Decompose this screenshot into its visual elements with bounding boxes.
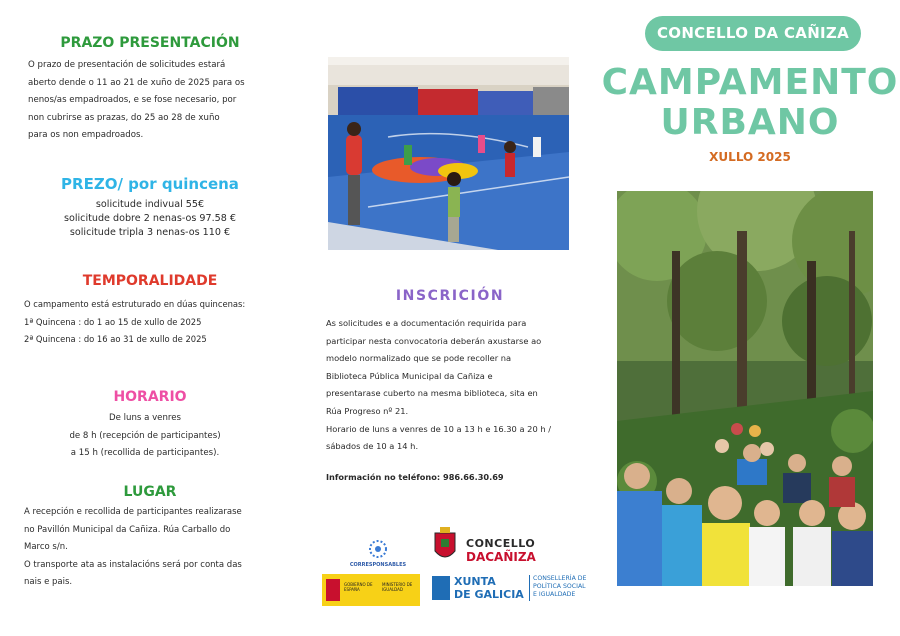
inscricion-title: INSCRICIÓN xyxy=(395,288,505,304)
lugar-line: A recepción e recollida de participantes realizarase xyxy=(24,507,242,517)
xunta-logo xyxy=(432,574,600,604)
concello-word: CONCELLO xyxy=(466,537,536,550)
inscricion-line: Horario de luns a venres de 10 a 13 h e 16.30 a 20 h / xyxy=(326,423,552,434)
inscricion-line: presentarase cuberto na mesma biblioteca, sita en xyxy=(326,388,538,399)
inscricion-line: modelo normalizado que se pode recoller na xyxy=(326,353,512,364)
left-panel xyxy=(0,0,300,636)
prezo-title: PREZO/ por quincena xyxy=(61,175,239,193)
prazo-text xyxy=(28,57,270,145)
prezo-text xyxy=(0,198,300,240)
conselleria-line: CONSELLERÍA DE xyxy=(533,575,587,582)
xunta-icon xyxy=(432,576,450,600)
prezo-line: solicitude indivual 55€ xyxy=(95,199,205,210)
lugar-title: LUGAR xyxy=(123,484,177,500)
horario-line: de 8 h (recepción de participantes) xyxy=(69,430,221,441)
inscricion-text xyxy=(326,315,569,456)
xunta-word: XUNTA xyxy=(454,575,496,588)
lugar-line: Marco s/n. xyxy=(24,542,68,553)
temporalidade-line: O campamento está estruturado en dúas quincenas: xyxy=(24,299,246,309)
conselleria-line: E IGUALDADE xyxy=(533,591,576,598)
prazo-line: para os non empadroados. xyxy=(28,130,144,141)
middle-panel xyxy=(300,0,600,636)
corresponsables-label: CORRESPONSABLES xyxy=(349,562,407,568)
prazo-line: nenos/as empadroados, e se fose necesario, por xyxy=(28,95,237,106)
inscricion-line: Rúa Progreso nº 21. xyxy=(326,405,409,416)
lugar-line: nais e pais. xyxy=(24,577,73,588)
horario-line: a 15 h (recollida de participantes). xyxy=(70,448,220,459)
gobierno-label: GOBIERNO DE ESPAÑA xyxy=(344,582,373,592)
horario-title: HORARIO xyxy=(113,389,187,405)
phone-info: Información no teléfono: 986.66.30.69 xyxy=(326,472,504,482)
concello-logo xyxy=(432,525,542,569)
concello-badge: CONCELLO DA CAÑIZA xyxy=(645,16,861,51)
ministerio-label: MINISTERIO DE IGUALDAD xyxy=(382,582,413,592)
dacaniza-word: DACAÑIZA xyxy=(466,550,536,564)
lugar-line: O transporte ata as instalacións será por conta das xyxy=(24,559,242,570)
spain-shield-icon xyxy=(326,579,340,601)
inscricion-line: As solicitudes e a documentación requirida para xyxy=(326,318,527,328)
prezo-line: solicitude tripla 3 nenas-os 110 € xyxy=(69,227,231,238)
prazo-line: O prazo de presentación de solicitudes estará xyxy=(28,60,226,70)
inscricion-line: Biblioteca Pública Municipal da Cañiza e xyxy=(326,370,493,381)
lugar-line: no Pavillón Municipal da Cañiza. Rúa Carballo do xyxy=(24,524,231,535)
gym-activity-photo xyxy=(328,57,569,250)
lugar-text xyxy=(24,504,268,592)
title-line-2: URBANO xyxy=(660,102,840,143)
conselleria-line: POLÍTICA SOCIAL xyxy=(533,583,586,590)
corresponsables-icon xyxy=(369,540,387,558)
temporalidade-text xyxy=(24,296,284,349)
coat-of-arms-icon xyxy=(432,525,458,565)
corresponsables-logo xyxy=(348,540,408,568)
temporalidade-line: 2ª Quincena : do 16 ao 31 de xullo de 2025 xyxy=(24,334,207,345)
gobierno-logo xyxy=(322,574,420,606)
inscricion-line: sábados de 10 a 14 h. xyxy=(326,441,419,452)
prazo-line: non cubrirse as prazas, do 25 ao 28 de xuño xyxy=(28,112,220,123)
prazo-line: aberto dende o 11 ao 21 de xuño de 2025 para os xyxy=(28,77,245,88)
conselleria-text xyxy=(533,575,586,599)
title-line-1: CAMPAMENTO xyxy=(601,62,899,103)
horario-line: De luns a venres xyxy=(108,413,182,423)
prazo-title: PRAZO PRESENTACIÓN xyxy=(60,35,240,51)
logo-divider xyxy=(529,575,530,601)
temporalidade-line: 1ª Quincena : do 1 ao 15 de xullo de 2025 xyxy=(24,316,202,327)
inscricion-line: participar nesta convocatoria deberán axustarse ao xyxy=(326,335,542,346)
prezo-line: solicitude dobre 2 nenas-os 97.58 € xyxy=(63,213,237,224)
date-subtitle: XULLO 2025 xyxy=(709,150,791,164)
forest-group-photo xyxy=(617,191,873,586)
temporalidade-title: TEMPORALIDADE xyxy=(82,273,218,289)
galicia-word: DE GALICIA xyxy=(454,588,524,601)
horario-text xyxy=(0,410,290,463)
